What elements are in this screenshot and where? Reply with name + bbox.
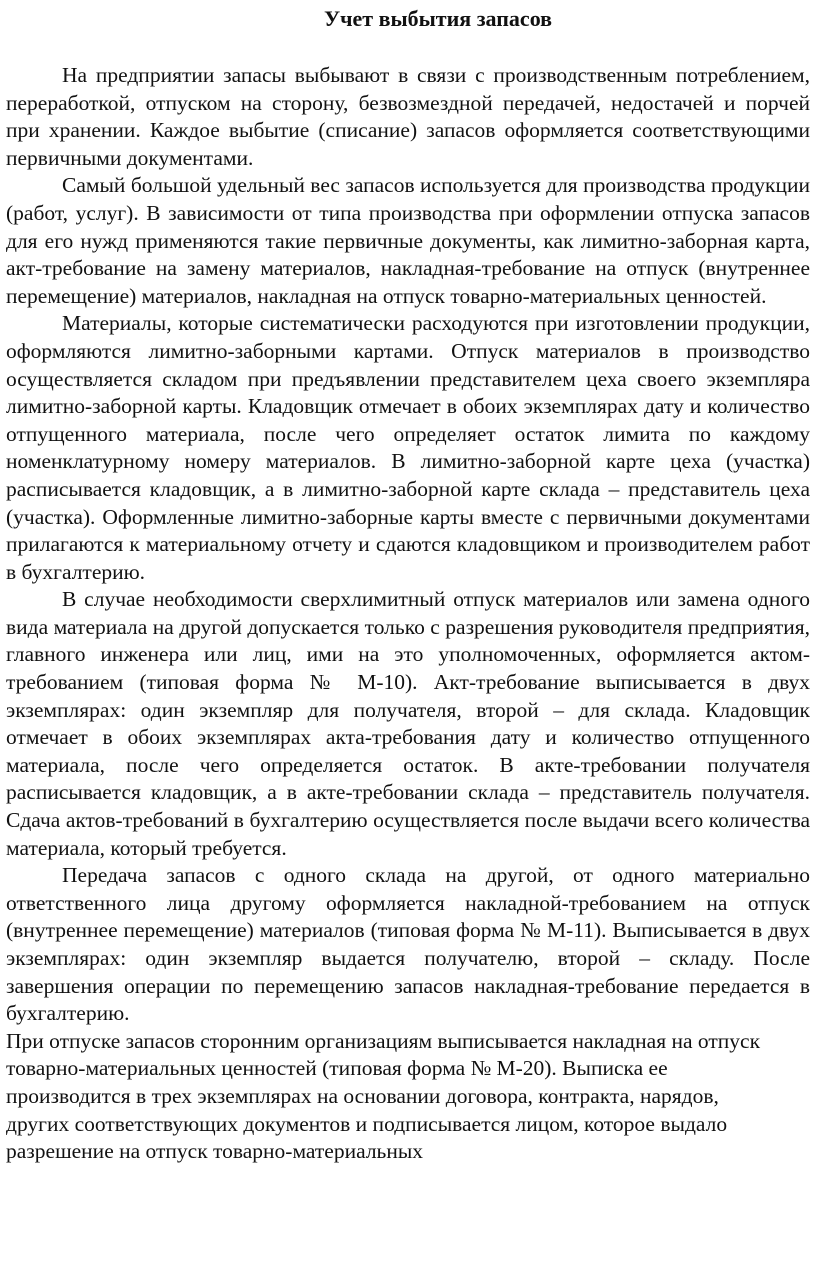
paragraph-internal-transfer: Передача запасов с одного склада на другой, от одного материально ответственного лица другому оформляется накладной-требованием на отпуск (внутреннее перемещение) материалов (типовая форма № М-11). Выписывается в двух экземплярах: один экземпляр выдается получателю, второй – складу. После завершения операции по перемещению запасов накладная-требование передается в бухгалтерию.	[6, 863, 810, 1026]
paragraph-external-release: При отпуске запасов сторонним организациям выписывается накладная на отпуск товарно-материальных ценностей (типовая форма № М-20). Выписка ее производится в трех экземплярах на основании договора, контракта, нарядов, других соответствующих документов и подписывается лицом, которое выдало разрешение на отпуск товарно-материальных	[6, 1028, 761, 1164]
paragraph-limit-cards: Материалы, которые систематически расходуются при изготовлении продукции, оформляются лимитно-заборными картами. Отпуск материалов в производство осуществляется складом при предъявлении представителем цеха своего экземпляра лимитно-заборной карты. Кладовщик отмечает в обоих экземплярах дату и количество отпущенного материала, после чего определяет остаток лимита по каждому номенклатурному номеру материалов. В лимитно-заборной карте цеха (участка) расписывается кладовщик, а в лимитно-заборной карте склада – представитель цеха (участка). Оформленные лимитно-заборные карты вместе с первичными документами прилагаются к материальному отчету и сдаются кладовщиком и производителем работ в бухгалтерию.	[6, 311, 810, 584]
paragraph-disposal-reasons: На предприятии запасы выбывают в связи с производственным потреблением, переработкой, отпуском на сторону, безвозмездной передачей, недостачей и порчей при хранении. Каждое выбытие (списание) запасов оформляется соответствующими первичными документами.	[6, 63, 810, 170]
paragraph-over-limit-release: В случае необходимости сверхлимитный отпуск материалов или замена одного вида материала на другой допускается только с разрешения руководителя предприятия, главного инженера или лиц, ими на это уполномоченных, оформляется актом-требованием (типовая форма № М-10). Акт-требование выписывается в двух экземплярах: один экземпляр для получателя, второй – для склада. Кладовщик отмечает в обоих экземплярах акта-требования дату и количество отпущенного материала, после чего определяется остаток. В акте-требовании получателя расписывается кладовщик, а в акте-требовании склада – представитель получателя. Сдача актов-требований в бухгалтерию осуществляется после выдачи всего количества материала, который требуется.	[6, 587, 810, 860]
document-title: Учет выбытия запасов	[323, 6, 553, 31]
paragraph-production-use: Самый большой удельный вес запасов используется для производства продукции (работ, услуг). В зависимости от типа производства при оформлении отпуска запасов для его нужд применяются такие первичные документы, как лимитно-заборная карта, акт-требование на замену материалов, накладная-требование на отпуск (внутреннее перемещение) материалов, накладная на отпуск товарно-материальных ценностей.	[6, 173, 810, 308]
